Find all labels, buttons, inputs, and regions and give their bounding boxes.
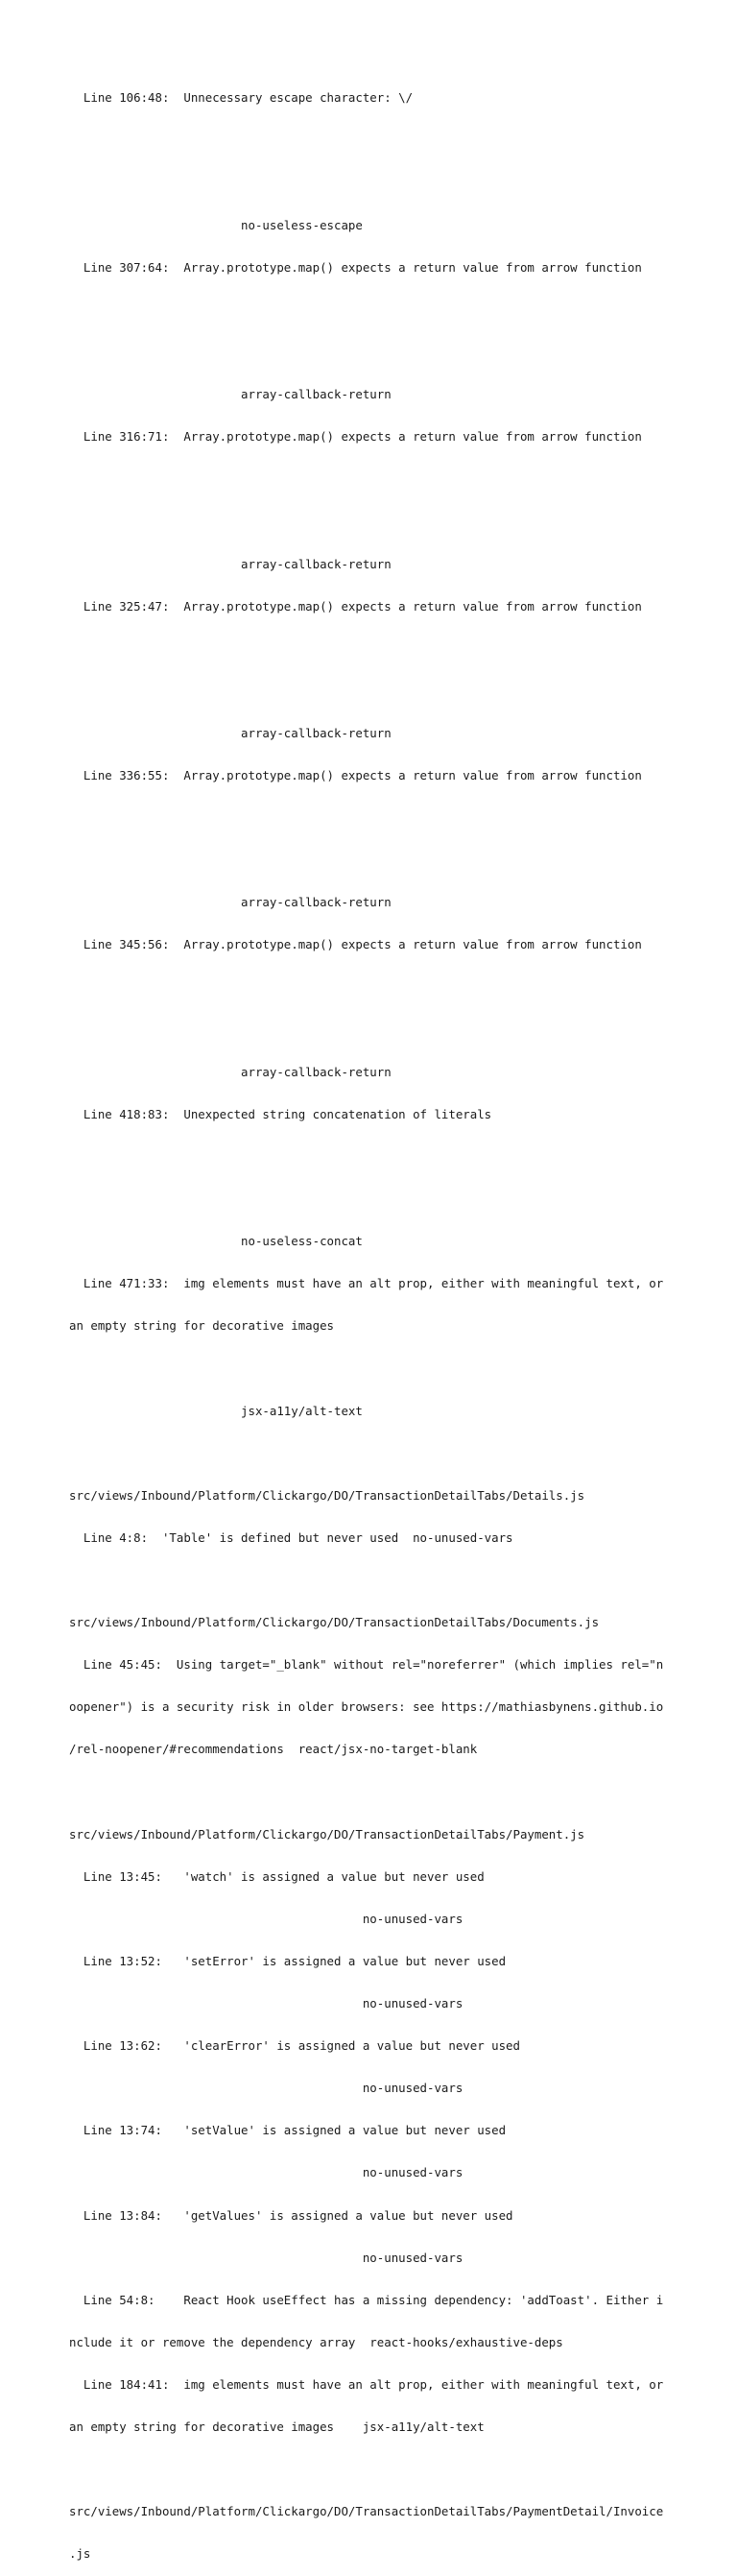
log-line: Line 4:8: 'Table' is defined but never used no-unused-vars [69,1529,513,1545]
log-line [69,1150,676,1165]
log-line: no-unused-vars [69,2250,464,2265]
log-line [69,346,676,360]
log-line [69,1023,676,1038]
log-line [69,134,676,149]
log-line: Line 418:83: Unexpected string concatenation of literals [69,1106,492,1121]
log-line: jsx-a11y/alt-text [69,1403,363,1418]
log-line: src/views/Inbound/Platform/Clickargo/DO/TransactionDetailTabs/Documents.js [69,1615,600,1630]
log-line [69,854,676,868]
log-line: no-unused-vars [69,1911,464,1926]
log-line [69,1786,676,1800]
log-line: .js [69,2546,91,2562]
log-line: Line 471:33: img elements must have an alt prop, either with meaningful text, or [69,1276,664,1291]
log-line [69,515,676,529]
log-line: Line 345:56: Array.prototype.map() expects a return value from arrow function [69,937,642,952]
log-line: Line 106:48: Unnecessary escape character: \/ [69,90,414,106]
log-line: Line 45:45: Using target="_blank" without rel="noreferrer" (which implies rel="n [69,1657,664,1673]
log-line [69,1447,676,1461]
log-line: array-callback-return [69,895,392,910]
log-line: Line 54:8: React Hook useEffect has a missing dependency: 'addToast'. Either i [69,2292,664,2307]
log-line [69,1192,676,1207]
log-line: array-callback-return [69,556,392,571]
log-line: Line 325:47: Array.prototype.map() expects a return value from arrow function [69,598,642,614]
log-line [69,303,676,318]
log-line: src/views/Inbound/Platform/Clickargo/DO/TransactionDetailTabs/Details.js [69,1487,585,1503]
log-line: src/views/Inbound/Platform/Clickargo/DO/TransactionDetailTabs/Payment.js [69,1826,585,1842]
log-line [69,811,676,826]
log-line [69,177,676,191]
log-line: Line 13:84: 'getValues' is assigned a value but never used [69,2207,513,2223]
log-line: no-useless-escape [69,217,363,232]
log-line: Line 13:62: 'clearError' is assigned a value but never used [69,2038,520,2054]
log-line: Line 316:71: Array.prototype.map() expects a return value from arrow function [69,429,642,445]
log-line: /rel-noopener/#recommendations react/jsx-no-target-blank [69,1742,478,1757]
log-line: nclude it or remove the dependency array react-hooks/exhaustive-deps [69,2334,563,2349]
log-line [69,1361,676,1376]
log-line: Line 184:41: img elements must have an alt prop, either with meaningful text, or [69,2377,664,2393]
log-line: src/views/Inbound/Platform/Clickargo/DO/TransactionDetailTabs/PaymentDetail/Invoice [69,2504,664,2519]
log-line: oopener") is a security risk in older browsers: see https://mathiasbynens.github.io [69,1699,664,1715]
log-line: no-unused-vars [69,2081,464,2096]
log-line: array-callback-return [69,387,392,402]
log-line: Line 13:52: 'setError' is assigned a value but never used [69,1953,507,1968]
log-line: no-unused-vars [69,2165,464,2180]
log-line: array-callback-return [69,1064,392,1079]
log-line [69,642,676,657]
log-line [69,685,676,699]
log-line: no-useless-concat [69,1234,363,1249]
log-line: Line 13:74: 'setValue' is assigned a value but never used [69,2123,507,2138]
log-line: Line 13:45: 'watch' is assigned a value but never used [69,1868,485,1884]
log-line: no-unused-vars [69,1996,464,2011]
lint-output [69,63,676,2576]
log-line: an empty string for decorative images jsx-a11y/alt-text [69,2420,485,2435]
log-line [69,981,676,996]
log-line: Line 307:64: Array.prototype.map() expects a return value from arrow function [69,259,642,275]
log-line: an empty string for decorative images [69,1318,335,1334]
log-line [69,2463,676,2477]
log-line: Line 336:55: Array.prototype.map() expects a return value from arrow function [69,768,642,783]
log-line [69,472,676,487]
log-line [69,1574,676,1588]
log-line: array-callback-return [69,725,392,740]
